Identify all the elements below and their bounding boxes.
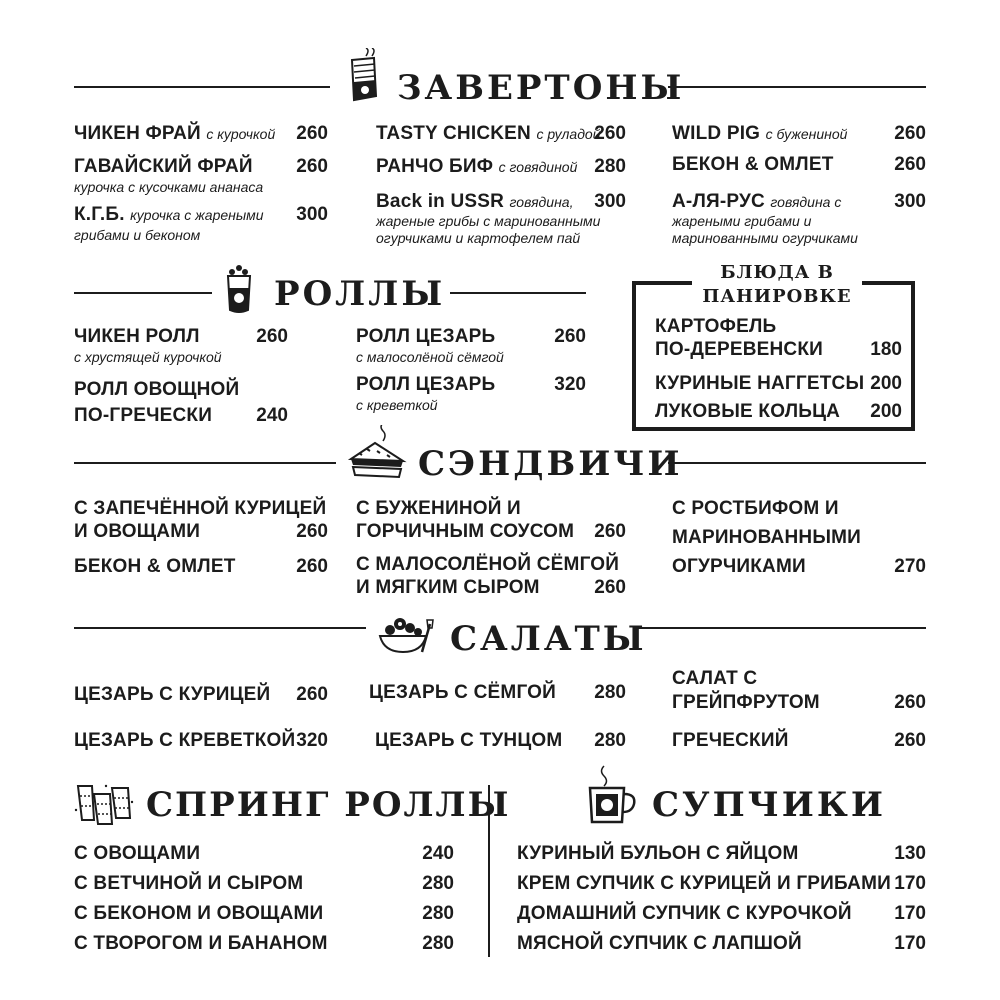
menu-item-price: 170 — [894, 903, 926, 924]
menu-item-price: 260 — [296, 556, 328, 577]
divider-left — [74, 627, 366, 629]
spring-roll-icon — [72, 780, 136, 826]
menu-item-name: И ОВОЩАМИ — [74, 521, 201, 542]
menu-item-name: С РОСТБИФОМ И — [672, 498, 839, 519]
menu-item-name: КУРИНЫЕ НАГГЕТСЫ — [655, 373, 865, 394]
menu-item-name: С БУЖЕНИНОЙ И — [356, 498, 521, 519]
menu-item-name: ЧИКЕН РОЛЛ — [74, 326, 200, 347]
menu-item-price: 260 — [894, 154, 926, 175]
menu-item-price: 280 — [594, 156, 626, 177]
menu-item-price: 260 — [894, 123, 926, 144]
menu-item-price: 300 — [594, 191, 626, 212]
menu-item-name: ЦЕЗАРЬ С КРЕВЕТКОЙ — [74, 730, 296, 751]
menu-item-name: ЦЕЗАРЬ С КУРИЦЕЙ — [74, 684, 271, 705]
section-title-salaty: САЛАТЫ — [450, 619, 647, 659]
salad-icon — [376, 612, 442, 660]
menu-item-price: 170 — [894, 933, 926, 954]
menu-item-name: РОЛЛ ОВОЩНОЙ — [74, 379, 240, 400]
menu-item-name: С БЕКОНОМ И ОВОЩАМИ — [74, 903, 324, 924]
menu-item-price: 200 — [870, 401, 902, 422]
sandwich-icon — [345, 425, 407, 483]
menu-item-name: ЧИКЕН ФРАЙ с курочкой — [74, 123, 276, 144]
menu-item-desc: говядина, — [509, 194, 574, 210]
menu-item-desc: говядина с — [770, 194, 842, 210]
menu-item-name: ОГУРЧИКАМИ — [672, 556, 806, 577]
divider-left — [74, 462, 336, 464]
menu-item-price: 320 — [554, 374, 586, 395]
menu-item-desc: с руладой — [536, 126, 601, 142]
menu-item-price: 260 — [894, 692, 926, 713]
menu-item-name: КАРТОФЕЛЬ — [655, 316, 777, 337]
section-title-rolly: РОЛЛЫ — [274, 274, 446, 314]
menu-item-desc: с малосолёной сёмгой — [356, 349, 504, 365]
menu-item-desc: жареными грибами и — [672, 213, 812, 229]
menu-item-name: ГРЕЙПФРУТОМ — [672, 692, 820, 713]
menu-item-name: ГОРЧИЧНЫМ СОУСОМ — [356, 521, 575, 542]
menu-item-desc: жареные грибы с маринованными — [376, 213, 601, 229]
menu-item-name: КРЕМ СУПЧИК С КУРИЦЕЙ И ГРИБАМИ — [517, 873, 891, 894]
divider-right — [668, 86, 926, 88]
divider-right — [634, 627, 926, 629]
menu-item-name: С МАЛОСОЛЁНОЙ СЁМГОЙ — [356, 554, 620, 575]
menu-item-price: 260 — [594, 123, 626, 144]
menu-item-price: 240 — [256, 405, 288, 426]
menu-item-name: С ТВОРОГОМ И БАНАНОМ — [74, 933, 328, 954]
menu-item-price: 260 — [296, 156, 328, 177]
menu-item-price: 280 — [422, 933, 454, 954]
menu-item-name: ГРЕЧЕСКИЙ — [672, 730, 789, 751]
menu-item-name: МЯСНОЙ СУПЧИК С ЛАПШОЙ — [517, 933, 802, 954]
menu-item-desc: с хрустящей курочкой — [74, 349, 222, 365]
wrap-icon — [338, 48, 388, 108]
menu-item-name: К.Г.Б. курочка с жареными — [74, 204, 264, 225]
menu-item-name: БЕКОН & ОМЛЕТ — [672, 154, 834, 175]
menu-item-price: 180 — [870, 339, 902, 360]
menu-item-name: РОЛЛ ЦЕЗАРЬ — [356, 326, 496, 347]
menu-item-name: САЛАТ С — [672, 668, 758, 689]
menu-item-desc: грибами и беконом — [74, 227, 201, 243]
divider-left — [74, 292, 212, 294]
menu-item-name: ЛУКОВЫЕ КОЛЬЦА — [655, 401, 841, 422]
menu-item-name: РАНЧО БИФ с говядиной — [376, 156, 578, 177]
section-title-sandwichi: СЭНДВИЧИ — [418, 444, 683, 484]
menu-item-desc: маринованными огурчиками — [672, 230, 858, 246]
menu-item-name: Back in USSR говядина, — [376, 191, 574, 212]
menu-item-name: А-ЛЯ-РУС говядина с — [672, 191, 842, 212]
menu-item-price: 200 — [870, 373, 902, 394]
menu-item-name: И МЯГКИМ СЫРОМ — [356, 577, 540, 598]
menu-item-name: ПО-ДЕРЕВЕНСКИ — [655, 339, 824, 360]
menu-item-name: ДОМАШНИЙ СУПЧИК С КУРОЧКОЙ — [517, 903, 852, 924]
divider-right — [668, 462, 926, 464]
soup-cup-icon — [582, 762, 640, 828]
menu-item-price: 240 — [422, 843, 454, 864]
menu-item-name: TASTY CHICKEN с руладой — [376, 123, 601, 144]
menu-item-price: 170 — [894, 873, 926, 894]
menu-item-name: БЕКОН & ОМЛЕТ — [74, 556, 236, 577]
menu-item-name: МАРИНОВАННЫМИ — [672, 527, 862, 548]
menu-item-name: РОЛЛ ЦЕЗАРЬ — [356, 374, 496, 395]
menu-item-price: 280 — [594, 730, 626, 751]
menu-item-price: 130 — [894, 843, 926, 864]
menu-item-price: 260 — [554, 326, 586, 347]
menu-item-price: 260 — [256, 326, 288, 347]
menu-item-name: С ОВОЩАМИ — [74, 843, 201, 864]
menu-item-price: 300 — [296, 204, 328, 225]
menu-item-name: ЦЕЗАРЬ С СЁМГОЙ — [369, 682, 556, 703]
menu-item-price: 270 — [894, 556, 926, 577]
menu-item-price: 320 — [296, 730, 328, 751]
menu-item-name: WILD PIG с бужениной — [672, 123, 848, 144]
menu-item-name: ГАВАЙСКИЙ ФРАЙ — [74, 156, 253, 177]
menu-item-desc: курочка с жареными — [130, 207, 264, 223]
menu-item-price: 300 — [894, 191, 926, 212]
menu-item-price: 260 — [594, 521, 626, 542]
menu-item-name: ПО-ГРЕЧЕСКИ — [74, 405, 213, 426]
roll-icon — [218, 262, 260, 316]
menu-item-name: КУРИНЫЙ БУЛЬОН С ЯЙЦОМ — [517, 843, 799, 864]
menu-item-desc: с бужениной — [765, 126, 848, 142]
menu-item-price: 260 — [296, 521, 328, 542]
menu-item-desc: с курочкой — [206, 126, 276, 142]
section-title-spring: СПРИНГ РОЛЛЫ — [146, 785, 511, 825]
menu-item-price: 260 — [296, 684, 328, 705]
menu-item-price: 260 — [296, 123, 328, 144]
divider-left — [74, 86, 330, 88]
menu-item-price: 260 — [594, 577, 626, 598]
section-title-supchiki: СУПЧИКИ — [652, 785, 886, 825]
menu-item-price: 260 — [894, 730, 926, 751]
menu-item-price: 280 — [422, 873, 454, 894]
section-title-zavertony: ЗАВЕРТОНЫ — [397, 68, 685, 108]
menu-item-name: С ВЕТЧИНОЙ И СЫРОМ — [74, 873, 304, 894]
menu-item-name: ЦЕЗАРЬ С ТУНЦОМ — [375, 730, 563, 751]
menu-item-price: 280 — [594, 682, 626, 703]
menu-item-price: 280 — [422, 903, 454, 924]
menu-item-desc: огурчиками и картофелем пай — [376, 230, 581, 246]
menu-item-desc: курочка с кусочками ананаса — [74, 179, 264, 195]
menu-item-desc: с говядиной — [498, 159, 578, 175]
section-title-panirovka: БЛЮДА В ПАНИРОВКЕ — [692, 261, 862, 309]
divider-right — [450, 292, 586, 294]
menu-item-desc: с креветкой — [356, 397, 438, 413]
menu-item-name: С ЗАПЕЧЁННОЙ КУРИЦЕЙ — [74, 498, 327, 519]
